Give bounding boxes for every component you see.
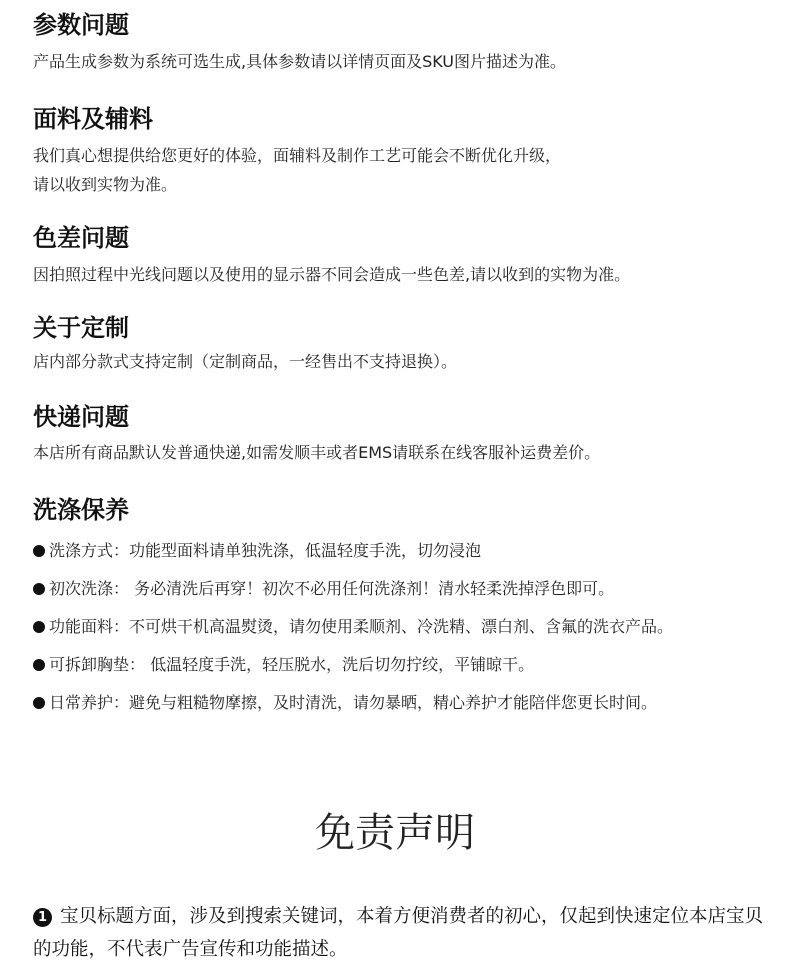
section-text-customization: 店内部分款式支持定制（定制商品，一经售出不支持退换）。 [33, 352, 458, 371]
disclaimer-paragraph [33, 900, 763, 966]
section-text-shipping: 本店所有商品默认发普通快递,如需发顺丰或者EMS请联系在线客服补运费差价。 [33, 443, 601, 462]
care-item [33, 692, 657, 714]
number-one-icon: 1 [33, 908, 52, 927]
care-item [33, 540, 481, 562]
section-text-parameters: 产品生成参数为系统可选生成,具体参数请以详情页面及SKU图片描述为准。 [33, 52, 567, 71]
care-item-text: 初次洗涤： 务必清洗后再穿！初次不必用任何洗涤剂！清水轻柔洗掉浮色即可。 [49, 579, 615, 598]
bullet-icon [33, 697, 45, 709]
section-text-fabric-line1: 我们真心想提供给您更好的体验，面辅料及制作工艺可能会不断优化升级， [33, 146, 562, 165]
care-item-text: 功能面料：不可烘干机高温熨烫，请勿使用柔顺剂、冷洗精、漂白剂、含氟的洗衣产品。 [49, 617, 674, 636]
care-item [33, 654, 534, 676]
section-title-fabric: 面料及辅料 [33, 105, 153, 133]
disclaimer-heading: 免责声明 [315, 810, 475, 856]
bullet-icon [33, 659, 45, 671]
section-title-shipping: 快递问题 [33, 403, 129, 431]
care-item [33, 616, 673, 638]
care-item-text: 日常养护：避免与粗糙物摩擦，及时清洗，请勿暴晒，精心养护才能陪伴您更长时间。 [49, 693, 658, 712]
section-text-color-difference: 因拍照过程中光线问题以及使用的显示器不同会造成一些色差,请以收到的实物为准。 [33, 265, 631, 284]
disclaimer-text: 宝贝标题方面，涉及到搜索关键词，本着方便消费者的初心，仅起到快速定位本店宝贝的功能，不代表广告宣传和功能描述。 [33, 906, 764, 960]
care-item-text: 洗涤方式：功能型面料请单独洗涤，低温轻度手洗，切勿浸泡 [49, 541, 482, 560]
section-title-color-difference: 色差问题 [33, 224, 129, 252]
care-item-text: 可拆卸胸垫： 低温轻度手洗，轻压脱水，洗后切勿拧绞，平铺晾干。 [49, 655, 535, 674]
section-text-fabric-line2: 请以收到实物为准。 [33, 175, 178, 194]
section-title-washing-care: 洗涤保养 [33, 496, 129, 524]
care-item [33, 578, 614, 600]
section-title-customization: 关于定制 [33, 314, 129, 342]
section-title-parameters: 参数问题 [33, 11, 129, 39]
bullet-icon [33, 621, 45, 633]
bullet-icon [33, 583, 45, 595]
bullet-icon [33, 545, 45, 557]
